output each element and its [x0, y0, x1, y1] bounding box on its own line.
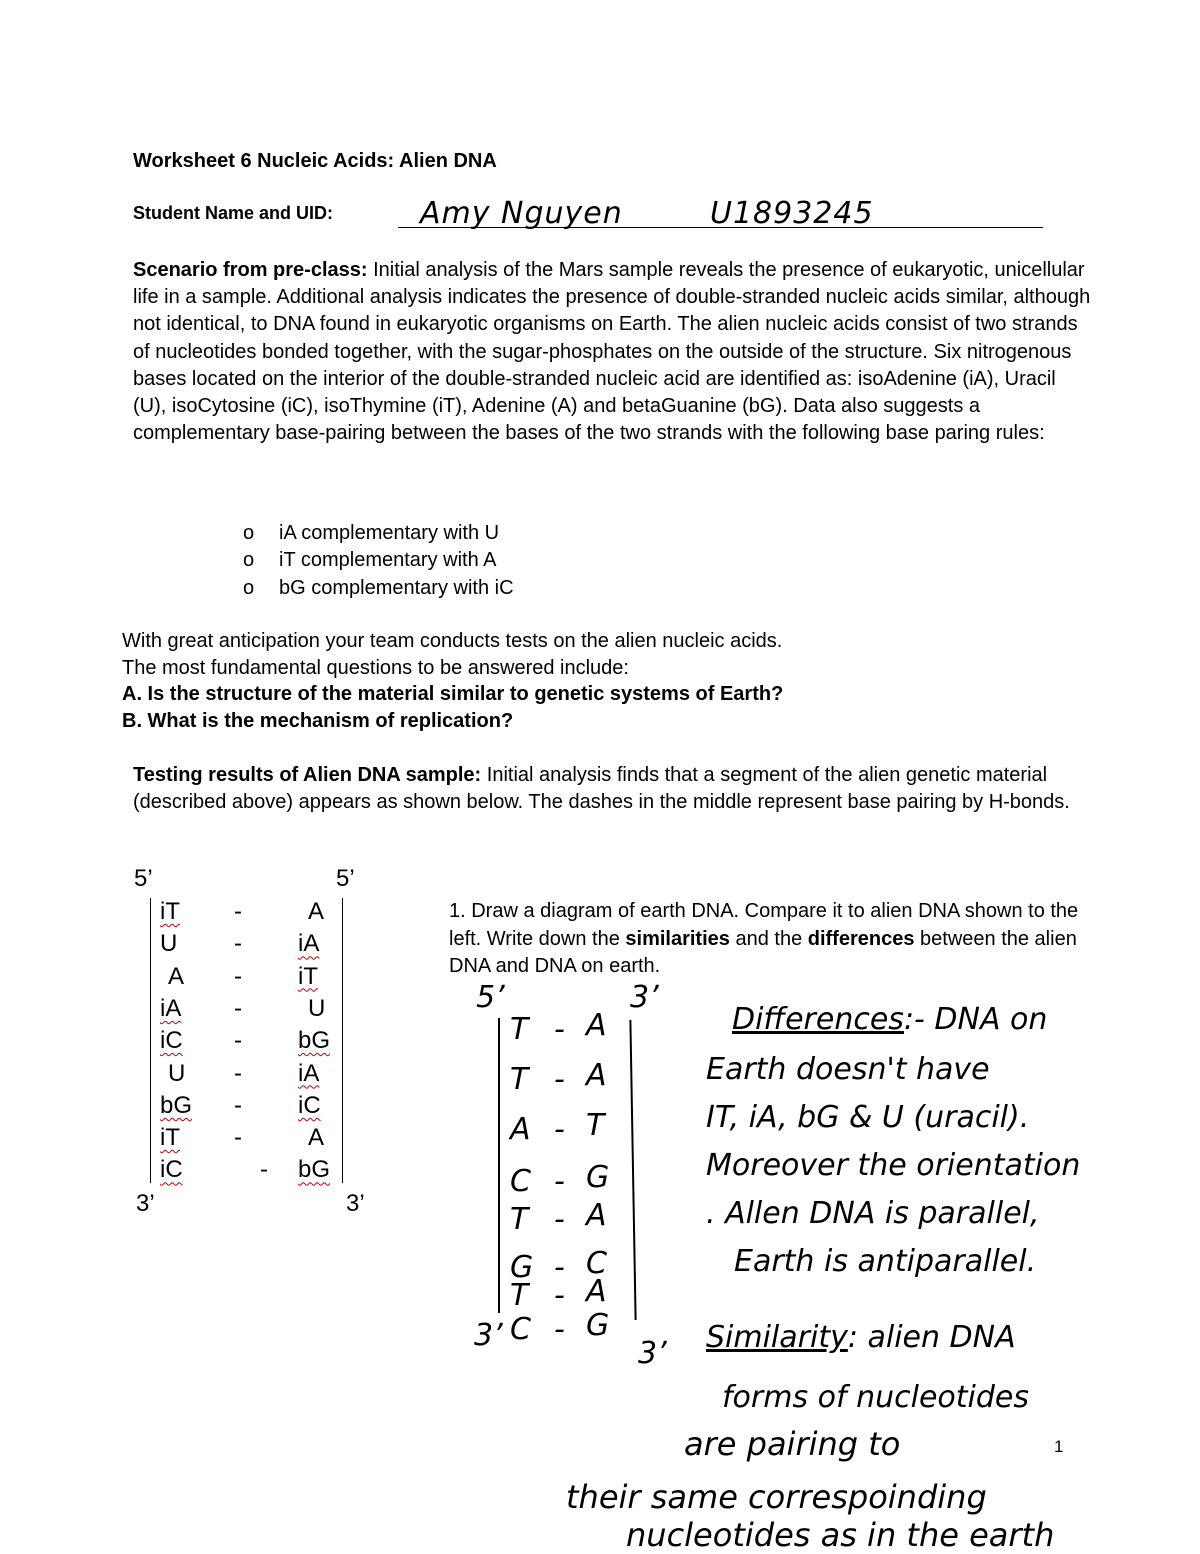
alien-base-pair	[130, 1060, 360, 1092]
sim-line-4: their same correspoinding	[566, 1478, 987, 1516]
q1-text-mid: and the	[729, 927, 808, 950]
alien-left-base: iA	[160, 994, 182, 1022]
alien-left-base: iC	[160, 1027, 183, 1055]
rule-item	[243, 520, 514, 547]
diff-line-2: Earth doesn't have	[706, 1052, 990, 1087]
alien-hbond-dash: -	[234, 1027, 242, 1055]
diff-line-4: Moreover the orientation	[706, 1148, 1081, 1183]
earth-right-base: A	[586, 1274, 607, 1309]
page-number: 1	[1054, 1437, 1064, 1456]
diff-line-1: :- DNA on	[903, 1002, 1048, 1037]
alien-hbond-dash: -	[234, 1059, 242, 1087]
diff-line-5: . Allen DNA is parallel,	[706, 1196, 1040, 1231]
alien-hbond-dash: -	[234, 898, 242, 925]
testing-label: Testing results of Alien DNA sample:	[133, 764, 482, 786]
rule-item	[243, 547, 514, 574]
question-a: A. Is the structure of the material similar to genetic systems of Earth?	[122, 683, 784, 705]
alien-hbond-dash: -	[260, 1156, 268, 1184]
testing-paragraph	[133, 762, 1093, 816]
sim-line-3: are pairing to	[684, 1425, 901, 1463]
alien-right-base: iA	[298, 930, 320, 958]
scenario-text: Initial analysis of the Mars sample reveals the presence of eukaryotic, unicellular life in a sample. Additional analysis indicates the presence of double-stranded nucleic acids similar, although not identical, to DNA found in eukaryotic organisms on Earth. The alien nucleic acids consist of two strands of nucleotides bonded together, with the sugar-phosphates on the outside of the structure. Six nitrogenous bases located on the interior of the double-stranded nucleic acid are identified as: isoAdenine (iA), Uracil (U), isoCytosine (iC), isoThymine (iT), Adenine (A) and betaGuanine (bG). Data also suggests a complementary base-pairing between the bases of the two strands with the following base paring rules:	[133, 259, 1091, 445]
alien-label-3-right: 3’	[346, 1190, 365, 1217]
page-title: Worksheet 6 Nucleic Acids: Alien DNA	[133, 150, 497, 172]
alien-base-pair	[130, 898, 360, 930]
rule-text: iA complementary with U	[279, 522, 500, 544]
earth-dna-diagram	[470, 980, 690, 1400]
scenario-paragraph	[133, 257, 1093, 447]
scenario-label: Scenario from pre-class:	[133, 259, 368, 281]
earth-hbond-dash: -	[554, 1278, 565, 1313]
earth-hbond-dash: -	[554, 1250, 565, 1285]
alien-left-base: U	[168, 1059, 186, 1087]
alien-right-base: bG	[298, 1027, 331, 1055]
alien-base-pair	[130, 1027, 360, 1059]
q1-text-pre: 1. Draw a diagram of earth DNA. Compare it to alien DNA shown to the left. Write down the	[449, 900, 1079, 950]
earth-left-base: T	[510, 1202, 529, 1237]
earth-left-strand	[498, 1018, 500, 1313]
earth-right-strand	[629, 1020, 636, 1320]
rule-text: bG complementary with iC	[279, 576, 514, 599]
alien-base-pair	[130, 1156, 360, 1188]
rule-item	[243, 575, 514, 602]
alien-left-base: bG	[160, 1091, 193, 1119]
student-uid: U1893245	[710, 196, 874, 231]
earth-right-base: T	[586, 1108, 605, 1143]
alien-base-pair	[130, 995, 360, 1027]
earth-left-base: A	[510, 1112, 531, 1147]
earth-hbond-dash: -	[554, 1202, 565, 1237]
alien-left-base: iT	[160, 898, 180, 925]
earth-right-base: C	[586, 1246, 607, 1281]
base-pairing-rules	[243, 520, 514, 602]
alien-base-pair	[130, 963, 360, 995]
alien-base-pair	[130, 930, 360, 962]
bullet: o	[243, 576, 255, 599]
differences-heading: Differences	[732, 1002, 904, 1037]
anticipation-line2: The most fundamental questions to be answered include:	[122, 656, 629, 679]
alien-hbond-dash: -	[234, 1091, 242, 1119]
earth-label-5-left: 5’	[476, 980, 505, 1015]
q1-text-post: between the alien DNA and DNA on earth.	[449, 927, 1077, 977]
alien-right-base: A	[308, 1124, 325, 1152]
earth-hbond-dash: -	[554, 1312, 565, 1347]
earth-right-base: G	[586, 1308, 610, 1343]
handwritten-name	[420, 196, 874, 231]
earth-hbond-dash: -	[554, 1112, 565, 1147]
q1-similarities: similarities	[625, 927, 730, 950]
earth-hbond-dash: -	[554, 1164, 565, 1199]
alien-left-base: iT	[160, 1124, 180, 1152]
earth-right-base: G	[586, 1160, 610, 1195]
q1-differences: differences	[807, 927, 915, 950]
earth-left-base: G	[510, 1250, 534, 1285]
alien-hbond-dash: -	[234, 1124, 242, 1152]
earth-left-base: C	[510, 1312, 531, 1347]
name-label: Student Name and UID:	[133, 203, 334, 223]
earth-hbond-dash: -	[554, 1062, 565, 1097]
bullet: o	[243, 522, 255, 544]
testing-text: Initial analysis finds that a segment of the alien genetic material (described above) appears as shown below. The dashes in the middle represent base pairing by H-bonds.	[133, 764, 1070, 814]
alien-right-base: bG	[298, 1156, 331, 1184]
alien-left-base: A	[168, 962, 185, 990]
alien-dna-diagram	[130, 860, 380, 1217]
alien-hbond-dash: -	[234, 930, 242, 958]
anticipation-block	[122, 628, 1122, 734]
earth-left-base: T	[510, 1012, 529, 1047]
alien-right-base: A	[308, 898, 325, 925]
earth-label-3-right-bottom: 3’	[638, 1336, 667, 1371]
alien-right-base: U	[308, 994, 326, 1022]
name-row	[133, 203, 333, 224]
similarity-heading: Similarity	[706, 1320, 848, 1355]
alien-base-pair	[130, 1092, 360, 1124]
alien-left-base: U	[160, 930, 178, 958]
alien-left-base: iC	[160, 1156, 183, 1184]
bullet: o	[243, 549, 255, 572]
question-1	[449, 898, 1089, 981]
alien-hbond-dash: -	[234, 962, 242, 990]
earth-left-base: T	[510, 1278, 529, 1313]
earth-left-base: C	[510, 1164, 531, 1199]
anticipation-line1: With great anticipation your team conducts tests on the alien nucleic acids.	[122, 630, 783, 652]
diff-line-3: IT, iA, bG & U (uracil).	[706, 1100, 1030, 1135]
diff-line-6: Earth is antiparallel.	[734, 1244, 1037, 1279]
alien-right-base: iT	[298, 962, 318, 990]
earth-label-3-left: 3’	[474, 1318, 503, 1353]
earth-right-base: A	[586, 1198, 607, 1233]
sim-line-5: nucleotides as in the earth	[626, 1516, 1055, 1554]
earth-hbond-dash: -	[554, 1012, 565, 1047]
alien-label-3-left: 3’	[136, 1190, 155, 1217]
earth-label-3-right-top: 3’	[630, 980, 659, 1015]
alien-label-5-right: 5’	[336, 865, 355, 892]
earth-left-base: T	[510, 1062, 529, 1097]
sim-line-2: forms of nucleotides	[722, 1380, 1029, 1415]
sim-line-1: : alien DNA	[847, 1320, 1016, 1355]
alien-base-pair	[130, 1124, 360, 1156]
rule-text: iT complementary with A	[279, 549, 497, 572]
earth-right-base: A	[586, 1008, 607, 1043]
alien-right-base: iA	[298, 1059, 320, 1087]
alien-right-base: iC	[298, 1091, 321, 1119]
student-name: Amy Nguyen	[420, 196, 623, 231]
alien-hbond-dash: -	[234, 994, 242, 1022]
earth-right-base: A	[586, 1058, 607, 1093]
question-b: B. What is the mechanism of replication?	[122, 709, 514, 732]
alien-label-5-left: 5’	[134, 865, 153, 892]
